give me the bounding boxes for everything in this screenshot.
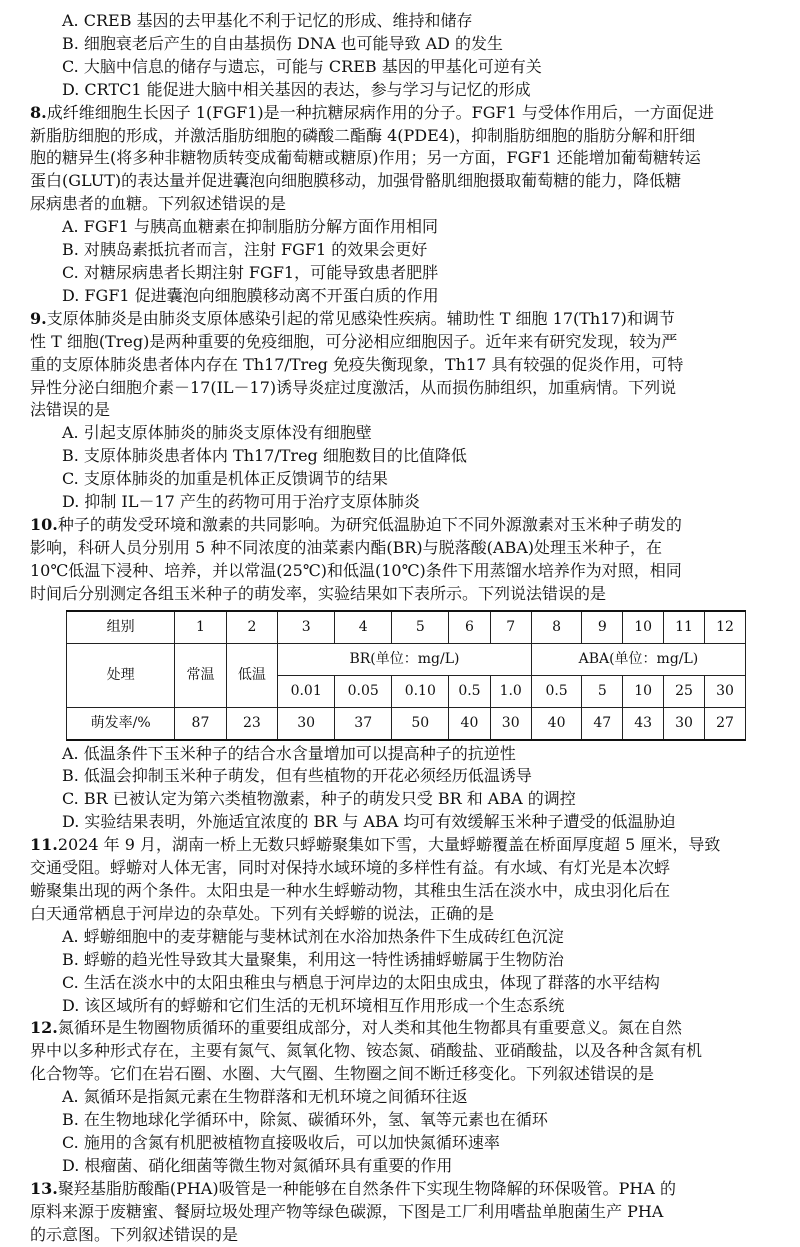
q11-option-c: C. 生活在淡水中的太阳虫稚虫与栖息于河岸边的太阳虫成虫，体现了群落的水平结构 [62,972,660,992]
control-low-cell: 低温 [226,643,277,707]
group-cell: 10 [623,611,664,644]
group-cell: 4 [335,611,392,644]
rate-cell: 40 [449,707,490,740]
question-13-stem-line: 原料来源于废糖蜜、餐厨垃圾处理产物等绿色碳源，下图是工厂利用嗜盐单胞菌生产 PHA [30,1201,664,1221]
question-9-stem-line: 性 T 细胞(Treg)是两种重要的免疫细胞，可分泌相应细胞因子。近年来有研究发现，较为严 [30,331,678,351]
q11-option-a: A. 蜉蝣细胞中的麦芽糖能与斐林试剂在水浴加热条件下生成砖红色沉淀 [62,926,564,946]
br-concentration-cell: 0.5 [449,675,490,707]
question-11 [30,834,782,1017]
row-label-rate: 萌发率/% [67,707,175,740]
rate-cell: 30 [664,707,705,740]
q10-option-a: A. 低温条件下玉米种子的结合水含量增加可以提高种子的抗逆性 [62,743,516,763]
rate-cell: 43 [623,707,664,740]
q7-option-b: B. 细胞衰老后产生的自由基损伤 DNA 也可能导致 AD 的发生 [62,33,504,53]
question-8-stem-line: 成纤维细胞生长因子 1(FGF1)是一种抗糖尿病作用的分子。FGF1 与受体作用后，一方面促进 [46,102,714,122]
question-12 [30,1017,782,1177]
table-row [67,611,746,644]
rate-cell: 87 [175,707,226,740]
row-label-treatment: 处理 [67,643,175,707]
group-cell: 11 [664,611,705,644]
table-row [67,643,746,675]
question-13 [30,1178,782,1247]
question-10-stem-line: 10℃低温下浸种、培养，并以常温(25℃)和低温(10℃)条件下用蒸馏水培养作为对照，相同 [30,560,682,580]
rate-cell: 27 [704,707,745,740]
question-10-stem-line: 影响，科研人员分别用 5 种不同浓度的油菜素内酯(BR)与脱落酸(ABA)处理玉米种子，在 [30,537,662,557]
q8-option-d: D. FGF1 促进囊泡向细胞膜移动离不开蛋白质的作用 [62,285,439,305]
question-10-stem-line: 时间后分别测定各组玉米种子的萌发率，实验结果如下表所示。下列说法错误的是 [30,583,607,603]
question-13-number: 13. [30,1178,58,1198]
aba-concentration-cell: 10 [623,675,664,707]
rate-cell: 30 [278,707,335,740]
q7-option-a: A. CREB 基因的去甲基化不利于记忆的形成、维持和储存 [62,11,473,30]
rate-cell: 40 [531,707,582,740]
group-cell: 12 [704,611,745,644]
aba-concentration-cell: 30 [704,675,745,707]
aba-concentration-cell: 5 [582,675,623,707]
q7-options [30,10,782,102]
rate-cell: 47 [582,707,623,740]
question-8-stem-line: 蛋白(GLUT)的表达量并促进囊泡向细胞膜移动，加强骨骼肌细胞摄取葡萄糖的能力，降低糖 [30,171,682,191]
q7-option-c: C. 大脑中信息的储存与遗忘，可能与 CREB 基因的甲基化可逆有关 [62,56,542,76]
table-row [67,707,746,740]
q12-option-d: D. 根瘤菌、硝化细菌等微生物对氮循环具有重要的作用 [62,1155,453,1175]
group-cell: 6 [449,611,490,644]
q9-option-c: C. 支原体肺炎的加重是机体正反馈调节的结果 [62,469,388,489]
group-cell: 7 [490,611,531,644]
q9-option-b: B. 支原体肺炎患者体内 Th17/Treg 细胞数目的比值降低 [62,446,467,466]
question-10-number: 10. [30,514,58,534]
question-11-stem-line: 白天通常栖息于河岸边的杂草处。下列有关蜉蝣的说法，正确的是 [30,903,495,923]
question-9-stem-line: 法错误的是 [30,400,111,420]
question-12-stem-line: 氮循环是生物圈物质循环的重要组成部分，对人类和其他生物都具有重要意义。氮在自然 [57,1018,682,1038]
group-cell: 2 [226,611,277,644]
question-11-stem-line: 蝣聚集出现的两个条件。太阳虫是一种水生蜉蝣动物，其稚虫生活在淡水中，成虫羽化后在 [30,881,671,900]
aba-header-cell: ABA(单位：mg/L) [531,643,745,675]
question-8-number: 8. [30,102,47,122]
question-11-number: 11. [30,835,58,855]
q8-option-a: A. FGF1 与胰高血糖素在抑制脂肪分解方面作用相同 [62,217,438,237]
q10-option-c: C. BR 已被认定为第六类植物激素，种子的萌发只受 BR 和 ABA 的调控 [62,789,576,809]
rate-cell: 37 [335,707,392,740]
q9-option-d: D. 抑制 IL－17 产生的药物可用于治疗支原体肺炎 [62,492,420,512]
q8-option-b: B. 对胰岛素抵抗者而言，注射 FGF1 的效果会更好 [62,240,428,260]
control-normal-cell: 常温 [175,643,226,707]
q12-option-a: A. 氮循环是指氮元素在生物群落和无机环境之间循环往返 [62,1087,468,1107]
question-13-stem-line: 聚羟基脂肪酸酯(PHA)吸管是一种能够在自然条件下实现生物降解的环保吸管。PHA 的 [57,1178,676,1198]
br-header-cell: BR(单位：mg/L) [278,643,532,675]
question-9-stem-line: 重的支原体肺炎患者体内存在 Th17/Treg 免疫失衡现象，Th17 具有较强的促炎作用，可特 [30,354,684,374]
br-concentration-cell: 0.10 [392,675,449,707]
rate-cell: 30 [490,707,531,740]
q10-option-b: B. 低温会抑制玉米种子萌发，但有些植物的开花必须经历低温诱导 [62,766,532,786]
question-13-stem-line: 的示意图。下列叙述错误的是 [30,1224,239,1244]
question-11-stem-line: 2024 年 9 月，湖南一桥上无数只蜉蝣聚集如下雪，大量蜉蝣覆盖在桥面厚度超 5 厘米，导致 [57,835,721,855]
question-11-stem-line: 交通受阻。蜉蝣对人体无害，同时对保持水域环境的多样性有益。有水域、有灯光是本次蜉 [30,858,671,878]
q8-option-c: C. 对糖尿病患者长期注射 FGF1，可能导致患者肥胖 [62,262,439,282]
question-8 [30,102,782,308]
question-9-stem-line: 支原体肺炎是由肺炎支原体感染引起的常见感染性疾病。辅助性 T 细胞 17(Th17)和调节 [46,308,675,328]
question-8-stem-line: 新脂肪细胞的形成，并激活脂肪细胞的磷酸二酯酶 4(PDE4)，抑制脂肪细胞的脂肪分解和肝细 [30,125,696,145]
group-cell: 9 [582,611,623,644]
aba-concentration-cell: 25 [664,675,705,707]
br-concentration-cell: 1.0 [490,675,531,707]
row-label-group: 组别 [67,611,175,644]
group-cell: 1 [175,611,226,644]
rate-cell: 23 [226,707,277,740]
group-cell: 5 [392,611,449,644]
question-9-number: 9. [30,308,47,328]
q11-option-b: B. 蜉蝣的趋光性导致其大量聚集，利用这一特性诱捕蜉蝣属于生物防治 [62,949,564,969]
q10-option-d: D. 实验结果表明，外施适宜浓度的 BR 与 ABA 均可有效缓解玉米种子遭受的低温胁迫 [62,812,676,832]
q12-option-c: C. 施用的含氮有机肥被植物直接吸收后，可以加快氮循环速率 [62,1132,500,1152]
aba-concentration-cell: 0.5 [531,675,582,707]
question-8-stem-line: 胞的糖异生(将多种非糖物质转变成葡萄糖或糖原)作用；另一方面，FGF1 还能增加葡萄糖转运 [30,148,701,168]
question-8-stem-line: 尿病患者的血糖。下列叙述错误的是 [30,194,287,214]
q11-option-d: D. 该区域所有的蜉蝣和它们生活的无机环境相互作用形成一个生态系统 [62,995,565,1015]
br-concentration-cell: 0.05 [335,675,392,707]
question-12-number: 12. [30,1018,58,1038]
question-9-stem-line: 异性分泌白细胞介素－17(IL－17)诱导炎症过度激活，从而损伤肺组织，加重病情。下列说 [30,377,677,397]
question-9 [30,308,782,514]
br-concentration-cell: 0.01 [278,675,335,707]
group-cell: 8 [531,611,582,644]
group-cell: 3 [278,611,335,644]
germination-table [66,610,746,741]
question-10-stem-line: 种子的萌发受环境和激素的共同影响。为研究低温胁迫下不同外源激素对玉米种子萌发的 [57,514,682,534]
question-10 [30,514,782,834]
rate-cell: 50 [392,707,449,740]
q9-option-a: A. 引起支原体肺炎的肺炎支原体没有细胞壁 [62,423,372,443]
question-12-stem-line: 化合物等。它们在岩石圈、水圈、大气圈、生物圈之间不断迁移变化。下列叙述错误的是 [30,1064,655,1084]
q12-option-b: B. 在生物地球化学循环中，除氮、碳循环外，氢、氧等元素也在循环 [62,1110,548,1130]
q7-option-d: D. CRTC1 能促进大脑中相关基因的表达，参与学习与记忆的形成 [62,79,531,99]
question-12-stem-line: 界中以多种形式存在，主要有氮气、氮氧化物、铵态氮、硝酸盐、亚硝酸盐，以及各种含氮有机 [30,1041,703,1061]
